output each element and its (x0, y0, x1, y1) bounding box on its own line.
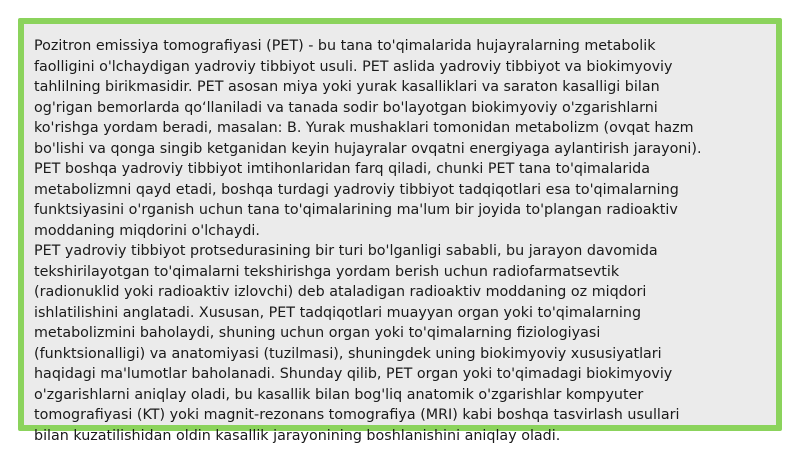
text-line: Pozitron emissiya tomografiyasi (PET) - bu tana to'qimalarida hujayralarning metabolik (34, 38, 656, 54)
text-line: bilan kuzatilishidan oldin kasallik jarayonining boshlanishini aniqlay oladi. (34, 427, 561, 444)
text-line: moddaning miqdorini o'lchaydi. (34, 222, 260, 239)
text-line: PET boshqa yadroviy tibbiyot imtihonlaridan farq qiladi, chunki PET tana to'qimalarida (34, 161, 651, 177)
text-line: metabolizmni qayd etadi, boshqa turdagi yadroviy tibbiyot tadqiqotlari esa to'qimalarning (34, 181, 679, 198)
text-line: tekshirilayotgan to'qimalarni tekshirishga yordam berish uchun radiofarmatsevtik (34, 263, 620, 280)
text-line: haqidagi ma'lumotlar baholanadi. Shunday qilib, PET organ yoki to'qimadagi biokimyoviy (34, 366, 673, 382)
text-line: (radionuklid yoki radioaktiv izlovchi) deb ataladigan radioaktiv moddaning oz miqdori (34, 284, 647, 300)
text-line: o'zgarishlarni aniqlay oladi, bu kasallik bilan bog'liq anatomik o'zgarishlar kompyuter (34, 386, 644, 403)
text-line: ishlatilishini anglatadi. Xususan, PET tadqiqotlari muayyan organ yoki to'qimalarning (34, 304, 642, 321)
text-line: metabolizmini baholaydi, shuning uchun organ yoki to'qimalarning fiziologiyasi (34, 325, 601, 341)
text-line: bo'lishi va qonga singib ketganidan keyin hujayralar ovqatni energiyaga aylantirish jarayoni). (34, 140, 702, 157)
text-line: tahlilning birikmasidir. PET asosan miya yoki yurak kasalliklari va saraton kasalligi bilan (34, 79, 660, 95)
text-panel (18, 18, 782, 444)
text-line: PET yadroviy tibbiyot protsedurasining bir turi bo'lganligi sababli, bu jarayon davomida (34, 243, 658, 259)
text-line: faolligini o'lchaydigan yadroviy tibbiyot usuli. PET aslida yadroviy tibbiyot va biokimyoviy (34, 58, 673, 75)
text-line: og'rigan bemorlarda qo‘llaniladi va tanada sodir bo'layotgan biokimyoviy o'zgarishlarni (34, 99, 658, 116)
text-line: funktsiyasini o'rganish uchun tana to'qimalarining ma'lum bir joyida to'plangan radioaktiv (34, 202, 678, 218)
text-line: (funktsionalligi) va anatomiyasi (tuzilmasi), shuningdek uning biokimyoviy xususiyatlari (34, 345, 662, 362)
text-line: ko'rishga yordam beradi, masalan: B. Yurak mushaklari tomonidan metabolizm (ovqat hazm (34, 120, 694, 136)
paragraph-pet-procedure (34, 241, 766, 446)
text-line: tomografiyasi (KT) yoki magnit-rezonans tomografiya (MRI) kabi boshqa tasvirlash usullari (34, 407, 680, 423)
paragraph-pet-definition (34, 36, 766, 241)
